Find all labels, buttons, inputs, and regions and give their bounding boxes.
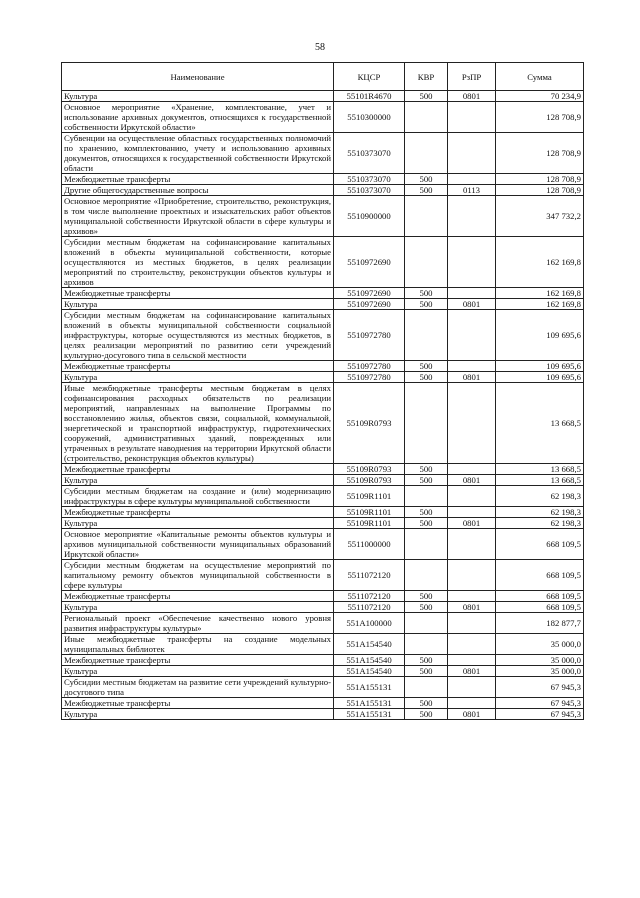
row-sum-cell: 162 169,8 — [496, 288, 584, 299]
row-rzpr-cell: 0801 — [448, 666, 496, 677]
table-row — [62, 361, 584, 372]
row-kvr-cell — [405, 383, 448, 464]
row-sum-cell: 35 000,0 — [496, 666, 584, 677]
row-kvr-cell: 500 — [405, 602, 448, 613]
row-name-cell: Субвенции на осуществление областных государственных полномочий по хранению, комплектованию, учету и использованию архивных документов, относящихся к государственной собственности Иркутской области — [62, 133, 334, 174]
row-kcsr-cell: 5510300000 — [334, 102, 405, 133]
row-rzpr-cell — [448, 655, 496, 666]
row-kvr-cell: 500 — [405, 507, 448, 518]
row-kcsr-cell: 551A154540 — [334, 655, 405, 666]
row-rzpr-cell — [448, 464, 496, 475]
table-row — [62, 602, 584, 613]
table-row — [62, 237, 584, 288]
row-kcsr-cell: 5510373070 — [334, 133, 405, 174]
row-kvr-cell — [405, 102, 448, 133]
row-kcsr-cell: 5510972780 — [334, 361, 405, 372]
row-kcsr-cell: 5510900000 — [334, 196, 405, 237]
row-name-cell: Культура — [62, 709, 334, 720]
row-sum-cell: 67 945,3 — [496, 709, 584, 720]
table-row — [62, 698, 584, 709]
row-rzpr-cell: 0801 — [448, 372, 496, 383]
row-name-cell: Региональный проект «Обеспечение качественно нового уровня развития инфраструктуры культуры» — [62, 613, 334, 634]
table-row — [62, 666, 584, 677]
row-rzpr-cell — [448, 613, 496, 634]
table-row — [62, 613, 584, 634]
row-sum-cell: 62 198,3 — [496, 518, 584, 529]
row-rzpr-cell — [448, 174, 496, 185]
row-rzpr-cell: 0801 — [448, 602, 496, 613]
row-name-cell: Основное мероприятие «Капитальные ремонты объектов культуры и архивов муниципальной собственности муниципальных образований Иркутской области» — [62, 529, 334, 560]
row-sum-cell: 128 708,9 — [496, 133, 584, 174]
row-rzpr-cell — [448, 196, 496, 237]
table-row — [62, 507, 584, 518]
row-rzpr-cell — [448, 102, 496, 133]
row-name-cell: Субсидии местным бюджетам на осуществление мероприятий по капитальному ремонту объектов муниципальной собственности в сфере культуры — [62, 560, 334, 591]
table-row — [62, 677, 584, 698]
row-name-cell: Культура — [62, 299, 334, 310]
row-rzpr-cell — [448, 507, 496, 518]
row-sum-cell: 668 109,5 — [496, 602, 584, 613]
row-kcsr-cell: 5510972690 — [334, 299, 405, 310]
row-sum-cell: 182 877,7 — [496, 613, 584, 634]
table-row — [62, 709, 584, 720]
row-sum-cell: 128 708,9 — [496, 174, 584, 185]
row-kcsr-cell: 5510373070 — [334, 174, 405, 185]
row-name-cell: Субсидии местным бюджетам на создание и (или) модернизацию инфраструктуры в сфере культуры муниципальной собственности — [62, 486, 334, 507]
row-rzpr-cell — [448, 529, 496, 560]
row-name-cell: Субсидии местным бюджетам на софинансирование капитальных вложений в объекты муниципальной собственности, которые осуществляются из местных бюджетов, в целях реализации мероприятий по строительству, реконструкции объектов культуры и архивов — [62, 237, 334, 288]
row-name-cell: Межбюджетные трансферты — [62, 655, 334, 666]
row-kvr-cell: 500 — [405, 299, 448, 310]
header-kcsr: КЦСР — [334, 63, 405, 91]
row-name-cell: Межбюджетные трансферты — [62, 698, 334, 709]
row-kvr-cell: 500 — [405, 288, 448, 299]
row-kvr-cell — [405, 529, 448, 560]
table-row — [62, 133, 584, 174]
row-rzpr-cell — [448, 288, 496, 299]
table-body — [62, 91, 584, 720]
row-kvr-cell — [405, 634, 448, 655]
table-row — [62, 310, 584, 361]
row-rzpr-cell — [448, 591, 496, 602]
row-rzpr-cell — [448, 634, 496, 655]
row-name-cell: Культура — [62, 666, 334, 677]
row-kcsr-cell: 551A154540 — [334, 634, 405, 655]
row-kcsr-cell: 55109R0793 — [334, 464, 405, 475]
row-sum-cell: 668 109,5 — [496, 560, 584, 591]
table-row — [62, 196, 584, 237]
table-row — [62, 299, 584, 310]
row-sum-cell: 62 198,3 — [496, 507, 584, 518]
row-sum-cell: 162 169,8 — [496, 237, 584, 288]
row-name-cell: Субсидии местным бюджетам на развитие сети учреждений культурно-досугового типа — [62, 677, 334, 698]
row-kcsr-cell: 55109R0793 — [334, 475, 405, 486]
row-kvr-cell — [405, 613, 448, 634]
row-name-cell: Основное мероприятие «Приобретение, строительство, реконструкция, в том числе выполнение проектных и изыскательских работ объектов муниципальной собственности Иркутской области в сфере культуры и архивов» — [62, 196, 334, 237]
row-kvr-cell: 500 — [405, 174, 448, 185]
row-kcsr-cell: 5510373070 — [334, 185, 405, 196]
table-row — [62, 372, 584, 383]
table-row — [62, 486, 584, 507]
row-kcsr-cell: 55109R0793 — [334, 383, 405, 464]
row-kcsr-cell: 55109R1101 — [334, 507, 405, 518]
row-name-cell: Культура — [62, 518, 334, 529]
row-sum-cell: 35 000,0 — [496, 634, 584, 655]
row-kvr-cell — [405, 196, 448, 237]
table-row — [62, 102, 584, 133]
row-name-cell: Межбюджетные трансферты — [62, 361, 334, 372]
row-kvr-cell: 500 — [405, 698, 448, 709]
row-rzpr-cell — [448, 310, 496, 361]
row-kcsr-cell: 551A154540 — [334, 666, 405, 677]
row-kcsr-cell: 5510972690 — [334, 237, 405, 288]
row-kvr-cell: 500 — [405, 655, 448, 666]
row-name-cell: Иные межбюджетные трансферты на создание модельных муниципальных библиотек — [62, 634, 334, 655]
row-sum-cell: 668 109,5 — [496, 591, 584, 602]
row-kcsr-cell: 551A100000 — [334, 613, 405, 634]
row-sum-cell: 67 945,3 — [496, 677, 584, 698]
row-rzpr-cell: 0801 — [448, 475, 496, 486]
row-kcsr-cell: 5511072120 — [334, 591, 405, 602]
row-kvr-cell — [405, 560, 448, 591]
row-sum-cell: 70 234,9 — [496, 91, 584, 102]
row-kcsr-cell: 5510972780 — [334, 310, 405, 361]
table-row — [62, 464, 584, 475]
row-sum-cell: 109 695,6 — [496, 310, 584, 361]
row-name-cell: Другие общегосударственные вопросы — [62, 185, 334, 196]
row-sum-cell: 109 695,6 — [496, 361, 584, 372]
row-name-cell: Культура — [62, 602, 334, 613]
row-kcsr-cell: 5510972690 — [334, 288, 405, 299]
table-row — [62, 560, 584, 591]
row-kvr-cell: 500 — [405, 91, 448, 102]
row-kvr-cell — [405, 237, 448, 288]
row-sum-cell: 347 732,2 — [496, 196, 584, 237]
row-sum-cell: 128 708,9 — [496, 102, 584, 133]
row-name-cell: Межбюджетные трансферты — [62, 174, 334, 185]
row-kcsr-cell: 551A155131 — [334, 709, 405, 720]
table-row — [62, 591, 584, 602]
row-sum-cell: 13 668,5 — [496, 383, 584, 464]
row-rzpr-cell — [448, 237, 496, 288]
row-sum-cell: 109 695,6 — [496, 372, 584, 383]
row-kvr-cell: 500 — [405, 666, 448, 677]
row-kcsr-cell: 5511072120 — [334, 602, 405, 613]
row-sum-cell: 13 668,5 — [496, 464, 584, 475]
row-kvr-cell: 500 — [405, 185, 448, 196]
row-name-cell: Культура — [62, 475, 334, 486]
row-kcsr-cell: 55101R4670 — [334, 91, 405, 102]
header-kvr: КВР — [405, 63, 448, 91]
row-kcsr-cell: 5511072120 — [334, 560, 405, 591]
row-rzpr-cell: 0801 — [448, 518, 496, 529]
row-sum-cell: 35 000,0 — [496, 655, 584, 666]
row-rzpr-cell: 0801 — [448, 709, 496, 720]
row-kcsr-cell: 551A155131 — [334, 677, 405, 698]
row-kvr-cell: 500 — [405, 518, 448, 529]
row-rzpr-cell: 0113 — [448, 185, 496, 196]
row-rzpr-cell — [448, 133, 496, 174]
row-name-cell: Межбюджетные трансферты — [62, 288, 334, 299]
table-row — [62, 288, 584, 299]
header-name: Наименование — [62, 63, 334, 91]
table-row — [62, 475, 584, 486]
row-name-cell: Межбюджетные трансферты — [62, 464, 334, 475]
row-kvr-cell: 500 — [405, 475, 448, 486]
table-row — [62, 185, 584, 196]
header-rzpr: РзПР — [448, 63, 496, 91]
row-rzpr-cell — [448, 361, 496, 372]
row-sum-cell: 13 668,5 — [496, 475, 584, 486]
row-name-cell: Межбюджетные трансферты — [62, 591, 334, 602]
row-sum-cell: 62 198,3 — [496, 486, 584, 507]
row-kvr-cell: 500 — [405, 361, 448, 372]
row-rzpr-cell — [448, 698, 496, 709]
header-sum: Сумма — [496, 63, 584, 91]
row-kvr-cell: 500 — [405, 591, 448, 602]
row-kvr-cell — [405, 486, 448, 507]
row-rzpr-cell — [448, 677, 496, 698]
row-rzpr-cell: 0801 — [448, 91, 496, 102]
row-sum-cell: 162 169,8 — [496, 299, 584, 310]
row-kcsr-cell: 5510972780 — [334, 372, 405, 383]
row-kvr-cell — [405, 133, 448, 174]
row-kvr-cell — [405, 677, 448, 698]
row-rzpr-cell: 0801 — [448, 299, 496, 310]
row-sum-cell: 67 945,3 — [496, 698, 584, 709]
row-kcsr-cell: 55109R1101 — [334, 486, 405, 507]
row-name-cell: Межбюджетные трансферты — [62, 507, 334, 518]
row-name-cell: Культура — [62, 91, 334, 102]
row-kcsr-cell: 5511000000 — [334, 529, 405, 560]
table-row — [62, 174, 584, 185]
row-kvr-cell: 500 — [405, 372, 448, 383]
table-header-row — [62, 63, 584, 91]
row-rzpr-cell — [448, 383, 496, 464]
row-kvr-cell: 500 — [405, 464, 448, 475]
row-name-cell: Иные межбюджетные трансферты местным бюджетам в целях софинансирования расходных обязательств по реализации мероприятий, направленных на выполнение Программы по восстановлению жилья, объектов связи, социальной, коммунальной, энергетической и транспортной инфраструктур, гидротехнических сооружений, административных зданий, поврежденных или утраченных в результате наводнения на территории Иркутской области (строительство, реконструкция объектов культуры) — [62, 383, 334, 464]
row-kvr-cell: 500 — [405, 709, 448, 720]
budget-table — [61, 62, 584, 720]
row-name-cell: Субсидии местным бюджетам на софинансирование капитальных вложений в объекты муниципальной собственности социальной инфраструктуры, которые осуществляются из местных бюджетов, в целях реализации мероприятий по развитию сети учреждений культурно-досугового типа в сельской местности — [62, 310, 334, 361]
table-row — [62, 655, 584, 666]
row-kvr-cell — [405, 310, 448, 361]
row-sum-cell: 128 708,9 — [496, 185, 584, 196]
row-name-cell: Культура — [62, 372, 334, 383]
row-sum-cell: 668 109,5 — [496, 529, 584, 560]
row-kcsr-cell: 55109R1101 — [334, 518, 405, 529]
row-name-cell: Основное мероприятие «Хранение, комплектование, учет и использование архивных документов, относящихся к государственной собственности Иркутской области» — [62, 102, 334, 133]
table-row — [62, 383, 584, 464]
page-number: 58 — [315, 42, 325, 53]
row-rzpr-cell — [448, 560, 496, 591]
row-kcsr-cell: 551A155131 — [334, 698, 405, 709]
table-row — [62, 518, 584, 529]
table-row — [62, 634, 584, 655]
table-row — [62, 529, 584, 560]
row-rzpr-cell — [448, 486, 496, 507]
table-row — [62, 91, 584, 102]
